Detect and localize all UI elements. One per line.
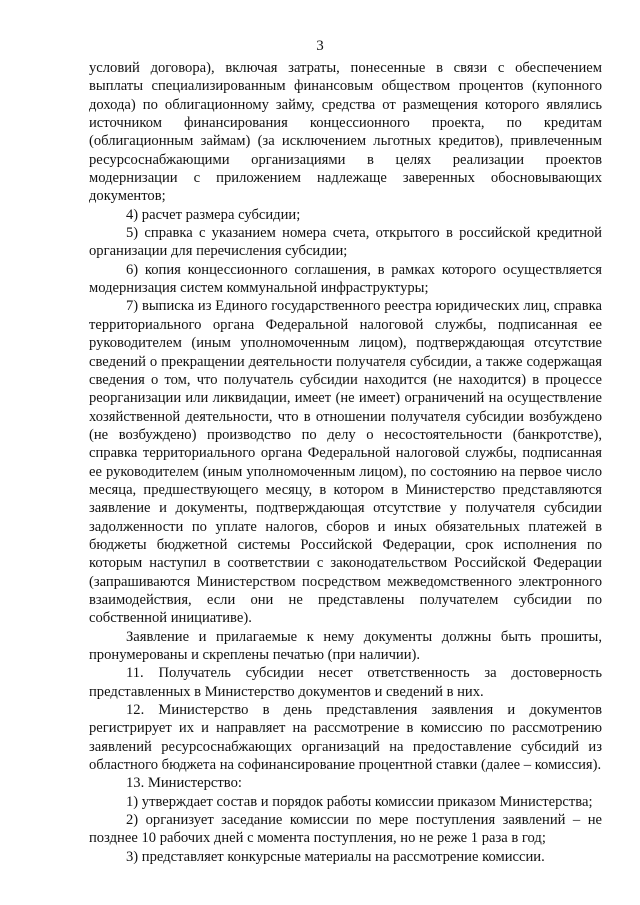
paragraph-continuation: условий договора), включая затраты, понесенные в связи с обеспечением выплаты специализированным финансовым обществом процентов (купонного дохода) по облигационному займу, средства от размещения которого являлись источником финансирования концессионного проекта, по кредитам (облигационным займам) (за исключением льготных кредитов), привлеченным ресурсоснабжающими организациями в целях реализации проектов модернизации с приложением надлежаще заверенных обосновывающих документов; xyxy=(89,60,602,205)
paragraph-item-6: 6) копия концессионного соглашения, в рамках которого осуществляется модернизация систем коммунальной инфраструктуры; xyxy=(89,261,602,297)
paragraph-item-7: 7) выписка из Единого государственного реестра юридических лиц, справка территориального органа Федеральной налоговой службы, подписанная ее руководителем (иным уполномоченным лицом), подтверждающая отсутствие сведений о прекращении деятельности получателя субсидии, а также содержащая сведения о том, что получатель субсидии находится (не находится) в процессе реорганизации или ликвидации, имеет (не имеет) ограничений на осуществление хозяйственной деятельности, что в отношении получателя субсидии возбуждено (не возбуждено) производство по делу о несостоятельности (банкротстве), справка территориального органа Федеральной налоговой службы, подписанная ее руководителем (иным уполномоченным лицом), по состоянию на первое число месяца, предшествующего месяцу, в котором в Министерство представляются заявление и документы, подтверждающая отсутствие у получателя субсидии задолженности по уплате налогов, сборов и иных обязательных платежей в бюджеты бюджетной системы Российской Федерации, срок исполнения по которым наступил в соответствии с законодательством Российской Федерации (запрашиваются Министерством посредством межведомственного электронного взаимодействия, если они не представлены получателем субсидии по собственной инициативе). xyxy=(89,298,602,627)
paragraph-clause-11: 11. Получатель субсидии несет ответственность за достоверность представленных в Министерство документов и сведений в них. xyxy=(89,665,602,700)
paragraph-clause-12: 12. Министерство в день представления заявления и документов регистрирует их и направляет на рассмотрение в комиссию по рассмотрению заявлений ресурсоснабжающих организаций на предоставление субсидий из областного бюджета на софинансирование процентной ставки (далее – комиссия). xyxy=(89,702,602,774)
page-number: 3 xyxy=(316,38,324,54)
paragraph-clause-13-item-1: 1) утверждает состав и порядок работы комиссии приказом Министерства; xyxy=(126,793,593,810)
paragraph-clause-13-item-3: 3) представляет конкурсные материалы на рассмотрение комиссии. xyxy=(126,848,545,865)
paragraph-clause-13-item-2: 2) организует заседание комиссии по мере поступления заявлений – не позднее 10 рабочих дней с момента поступления, но не реже 1 раза в год; xyxy=(89,812,602,847)
paragraph-clause-13: 13. Министерство: xyxy=(126,775,242,792)
paragraph-item-5: 5) справка с указанием номера счета, открытого в российской кредитной организации для перечисления субсидии; xyxy=(89,225,602,260)
paragraph-item-4: 4) расчет размера субсидии; xyxy=(126,206,301,223)
document-body xyxy=(89,59,602,866)
paragraph-binding-requirement: Заявление и прилагаемые к нему документы должны быть прошиты, пронумерованы и скреплены печатью (при наличии). xyxy=(89,628,602,663)
